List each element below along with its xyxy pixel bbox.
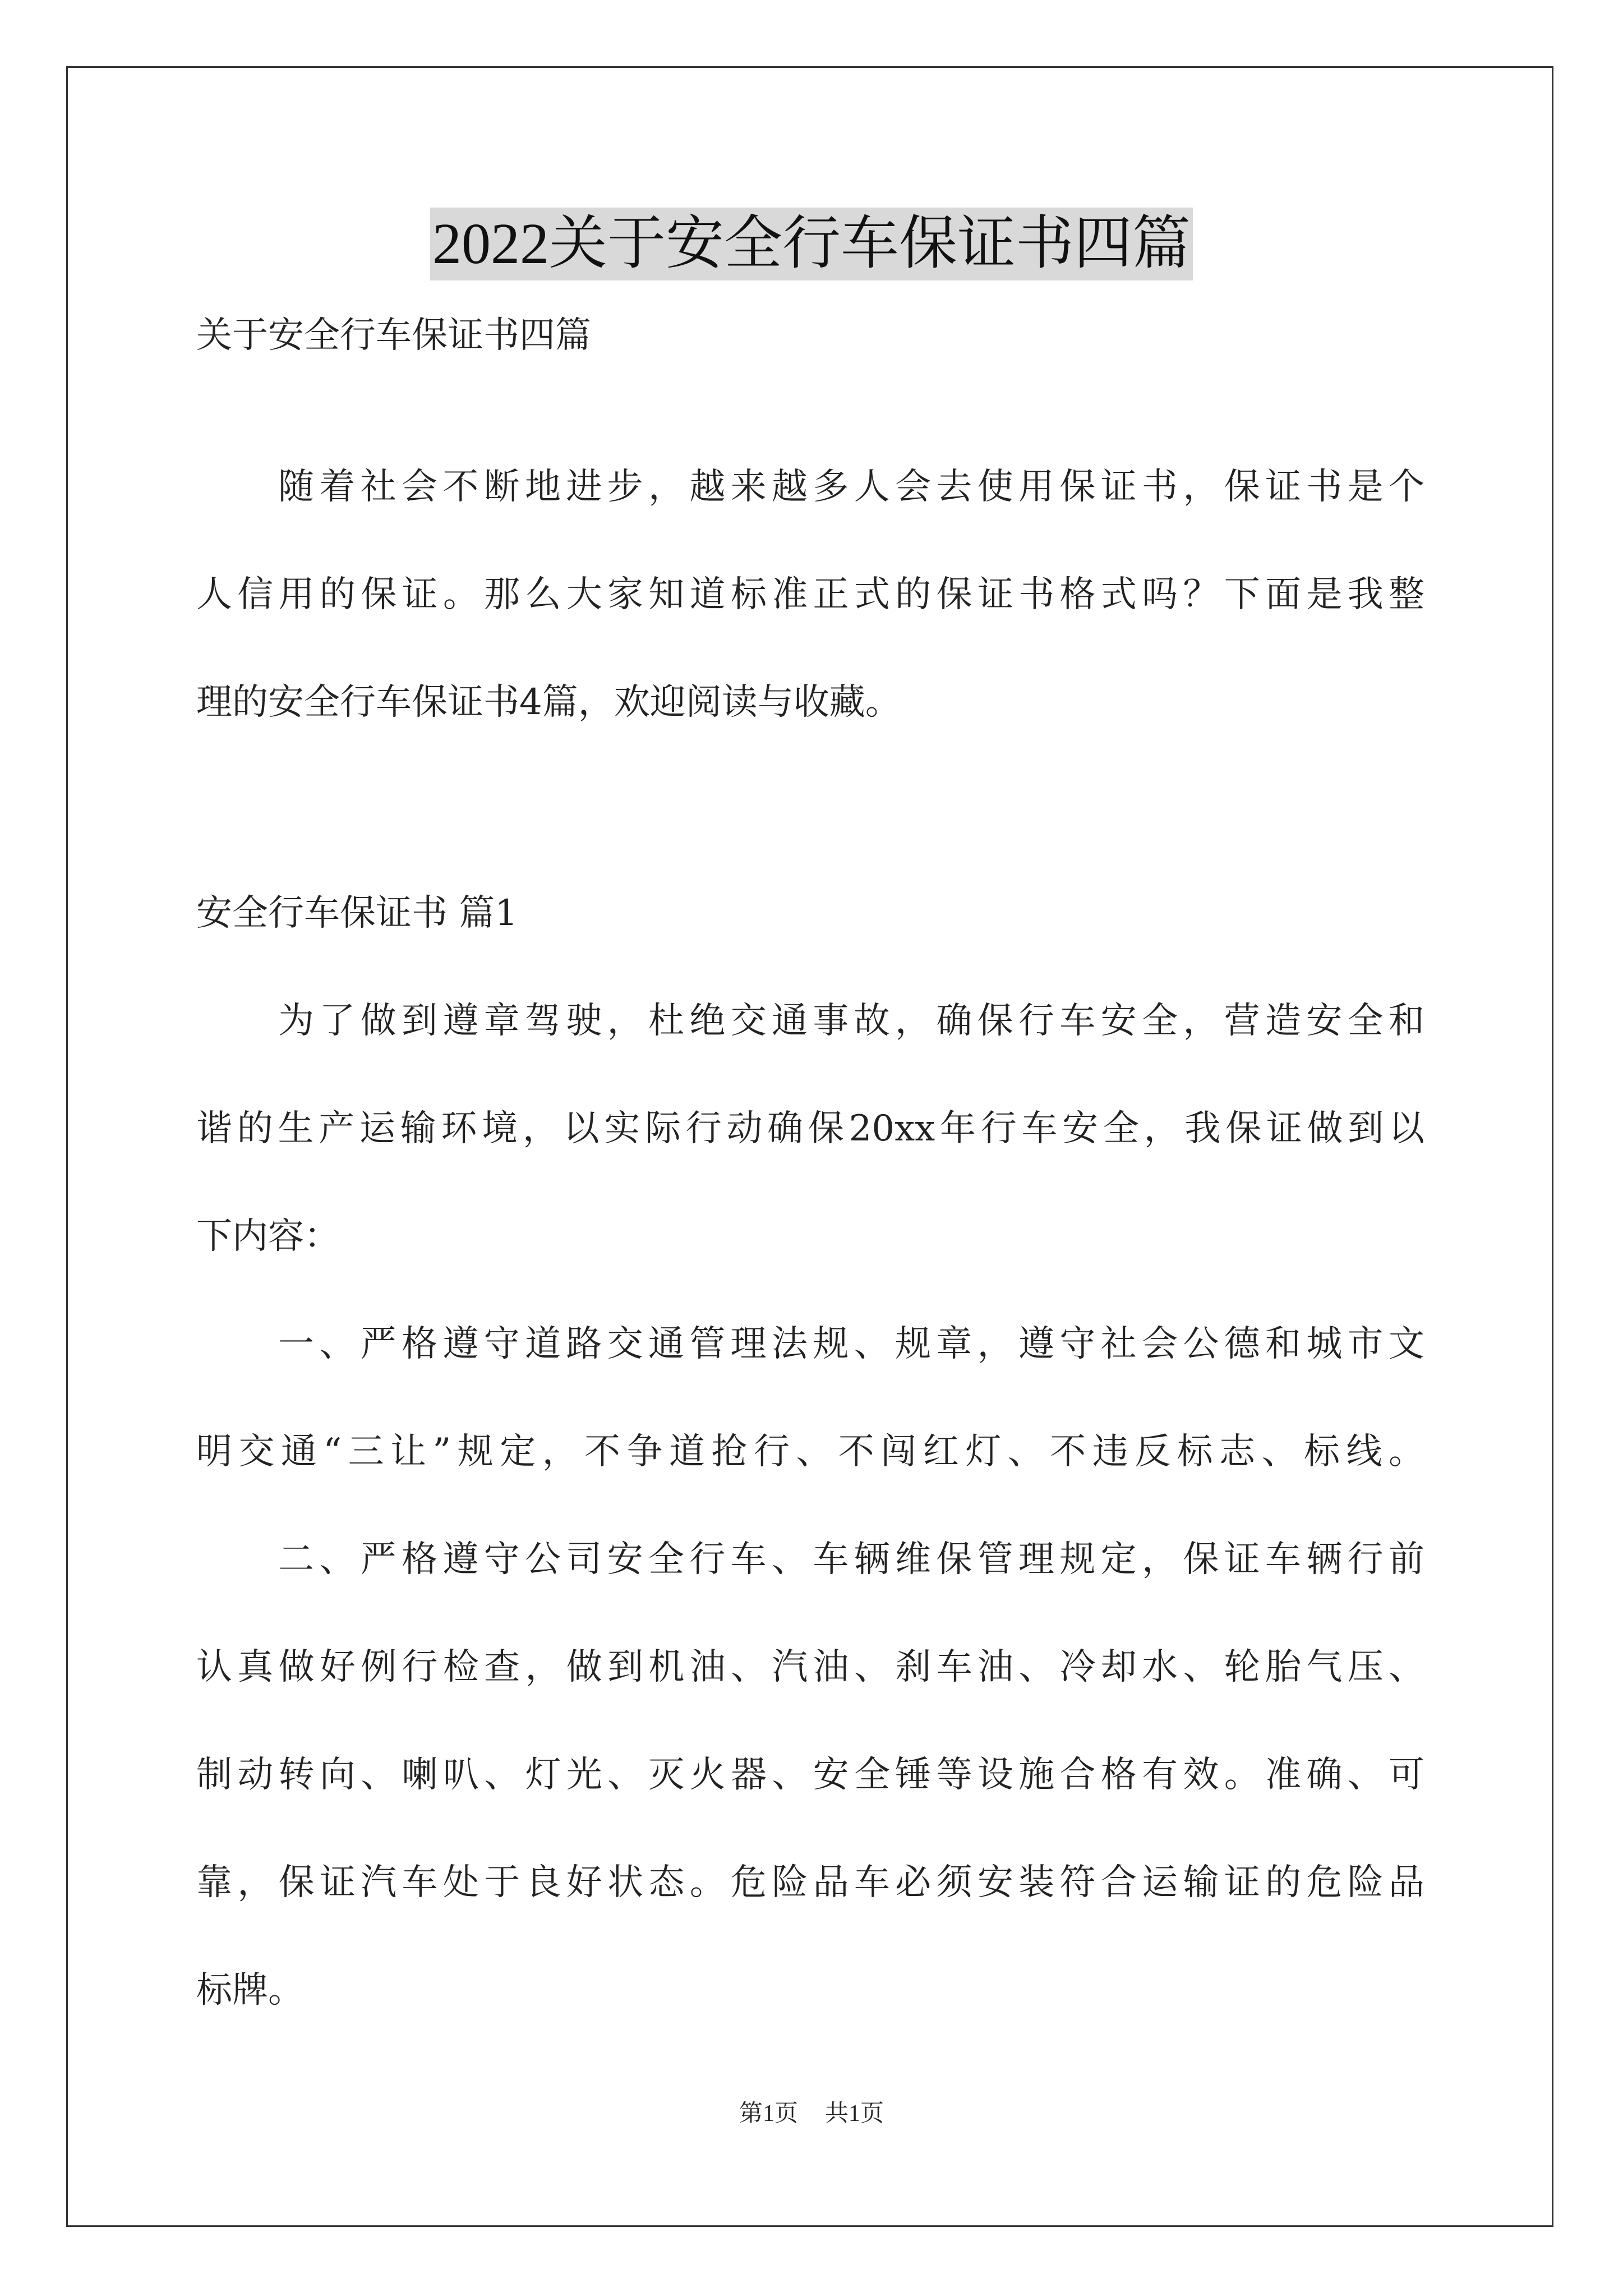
paragraph-line: 一、严格遵守道路交通管理法规、规章，遵守社会公德和城市文 (278, 1323, 1424, 1365)
paragraph-line: 明交通“三让”规定，不争道抢行、不闯红灯、不违反标志、标线。 (196, 1431, 1424, 1473)
paragraph-line: 谐的生产运输环境，以实际行动确保20xx年行车安全，我保证做到以 (196, 1108, 1424, 1149)
subtitle: 关于安全行车保证书四篇 (196, 315, 591, 356)
paragraph-line: 靠，保证汽车处于良好状态。危险品车必须安装符合运输证的危险品 (196, 1862, 1424, 1903)
intro-line: 人信用的保证。那么大家知道标准正式的保证书格式吗？下面是我整 (196, 574, 1424, 615)
paragraph-line: 制动转向、喇叭、灯光、灭火器、安全锤等设施合格有效。准确、可 (196, 1754, 1424, 1796)
page-footer (0, 2098, 1623, 2129)
paragraph-line: 标牌。 (196, 1970, 304, 2011)
document-title: 2022关于安全行车保证书四篇 (0, 208, 1623, 280)
intro-line: 理的安全行车保证书4篇，欢迎阅读与收藏。 (196, 682, 901, 723)
paragraph-line: 二、严格遵守公司安全行车、车辆维保管理规定，保证车辆行前 (278, 1539, 1424, 1580)
intro-line: 随着社会不断地进步，越来越多人会去使用保证书，保证书是个 (278, 466, 1424, 508)
section-heading: 安全行车保证书 篇1 (196, 892, 518, 934)
paragraph-line: 认真做好例行检查，做到机油、汽油、刹车油、冷却水、轮胎气压、 (196, 1646, 1424, 1688)
paragraph-line: 为了做到遵章驾驶，杜绝交通事故，确保行车安全，营造安全和 (278, 1000, 1424, 1042)
page-total: 共1页 (825, 2101, 884, 2127)
paragraph-line: 下内容： (196, 1216, 340, 1257)
page-number: 第1页 (739, 2101, 798, 2127)
